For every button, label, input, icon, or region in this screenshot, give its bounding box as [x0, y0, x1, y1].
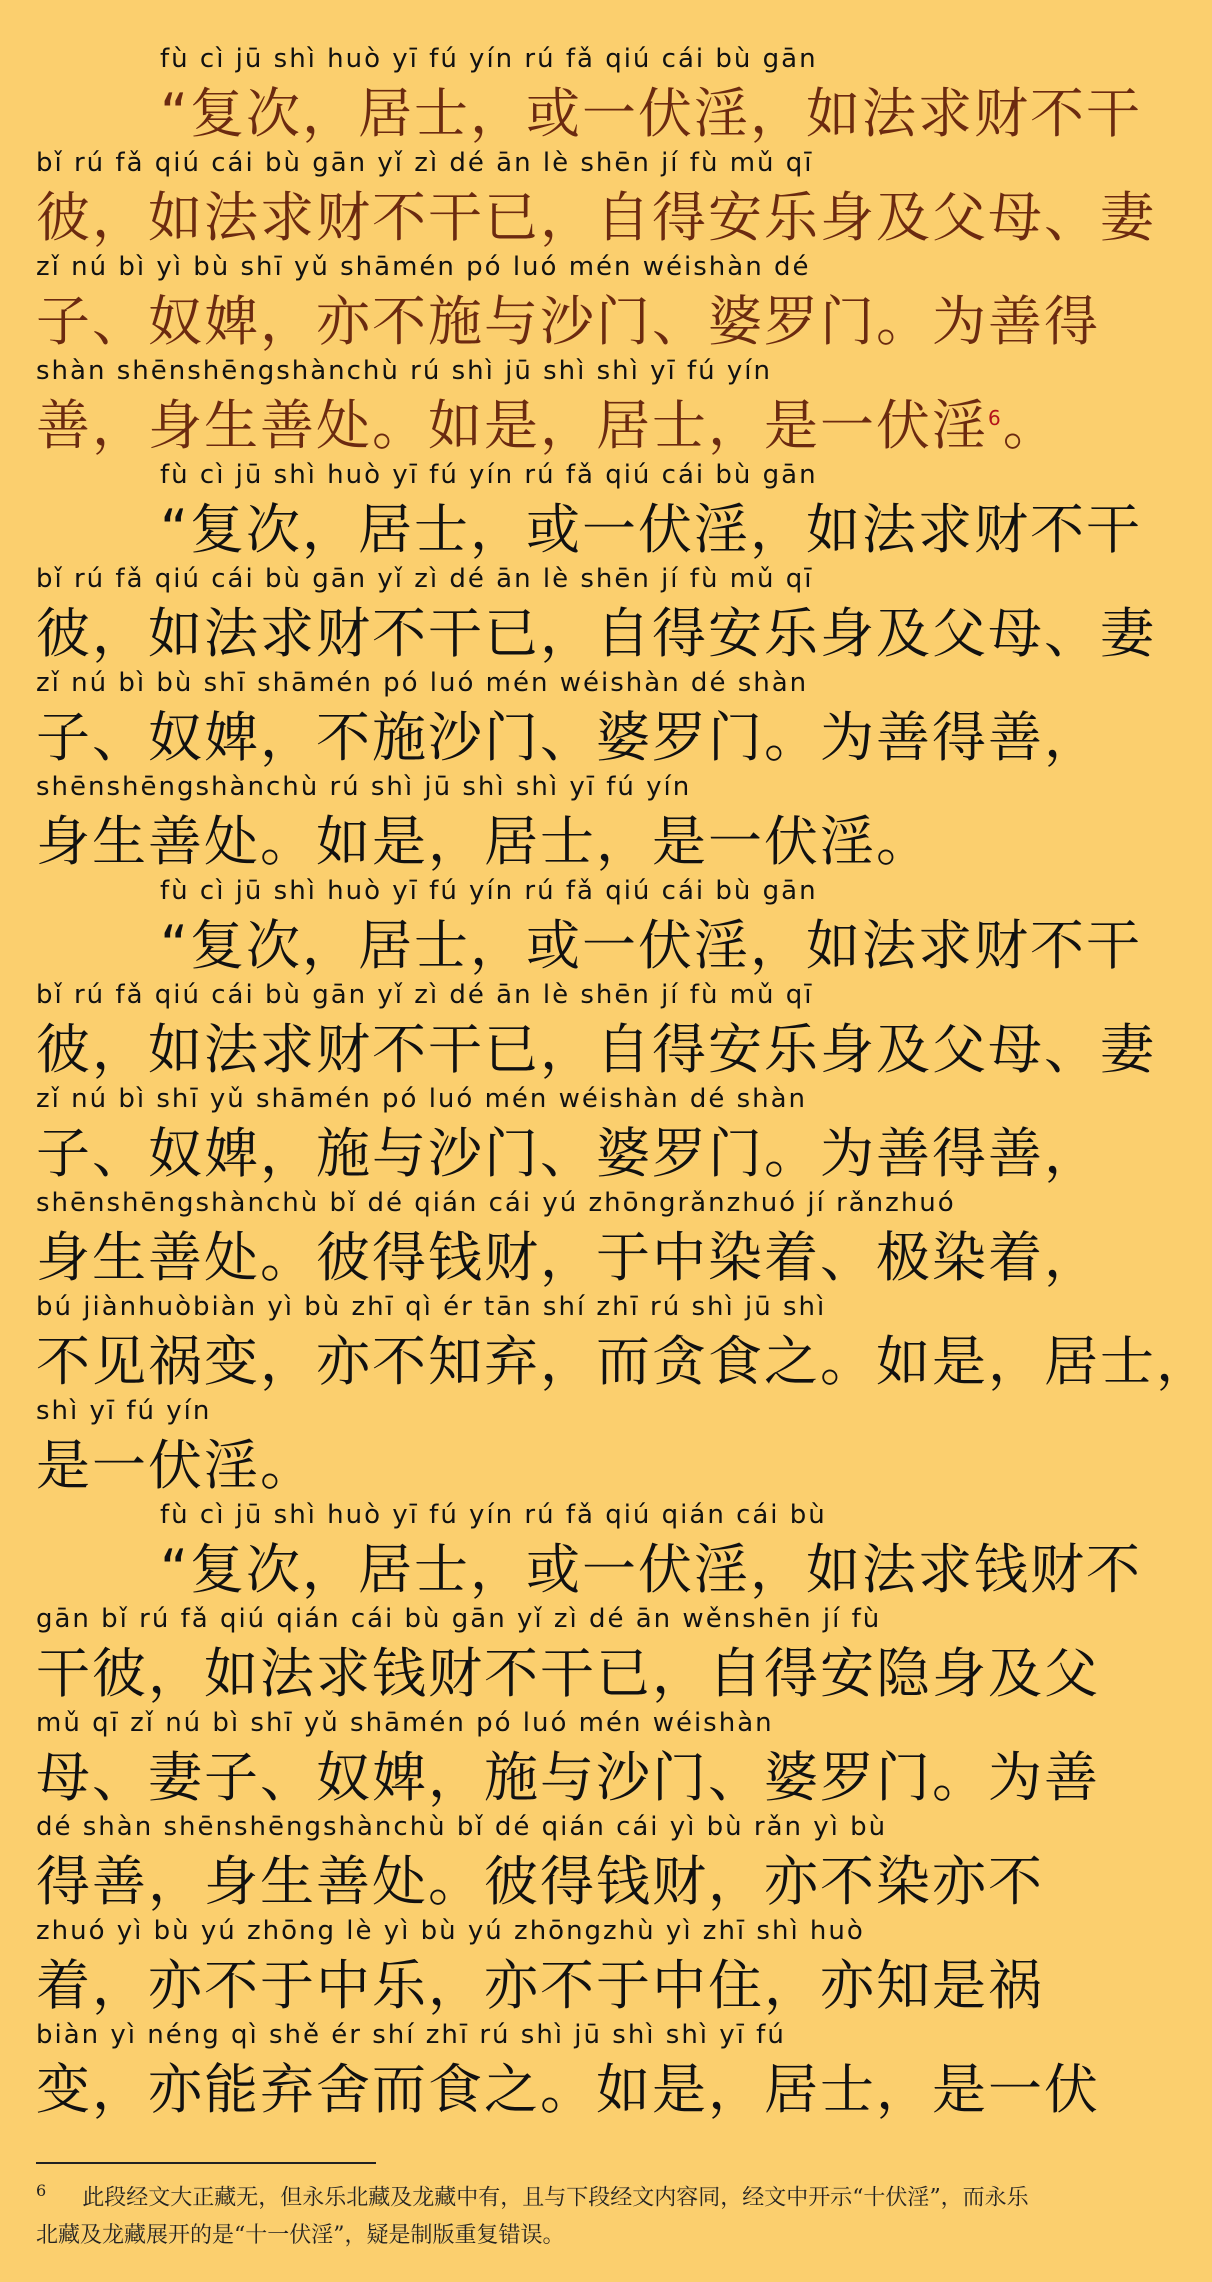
chinese-text: 善，身生善处。如是，居士，是一伏淫: [36, 394, 988, 457]
chinese-text: 母、妻子、奴婢，施与沙门、婆罗门。为善: [36, 1746, 1100, 1809]
text-line: [0, 564, 1156, 668]
pinyin-line: shàn shēnshēngshànchù rú shì jū shì shì yī fú yín: [36, 356, 772, 386]
chinese-line: [0, 1538, 1142, 1601]
chinese-line: [0, 706, 1100, 769]
trailing-punctuation: 。: [1002, 394, 1059, 457]
chinese-text: 身生善处。彼得钱财，于中染着、极染着，: [36, 1226, 1100, 1289]
chinese-line: [0, 1330, 1212, 1393]
pinyin-line: bǐ rú fǎ qiú cái bù gān yǐ zì dé ān lè shēn jí fù mǔ qī: [36, 980, 814, 1010]
chinese-line: [0, 1122, 1100, 1185]
chinese-line: [0, 1746, 1100, 1809]
footnote-rule: [36, 2162, 376, 2164]
text-line: [0, 980, 1156, 1084]
pinyin-line: bú jiànhuòbiàn yì bù zhī qì ér tān shí zhī rú shì jū shì: [36, 1292, 827, 1322]
pinyin-line: fù cì jū shì huò yī fú yín rú fǎ qiú qián cái bù: [160, 1500, 827, 1530]
chinese-text: 身生善处。如是，居士，是一伏淫。: [36, 810, 932, 873]
text-line: [0, 1084, 1100, 1188]
chinese-text: 彼，如法求财不干已，自得安乐身及父母、妻: [36, 1018, 1156, 1081]
pinyin-line: zǐ nú bì bù shī shāmén pó luó mén wéishàn dé shàn: [36, 668, 809, 698]
chinese-text: 干彼，如法求钱财不干已，自得安隐身及父: [36, 1642, 1100, 1705]
text-line: [0, 1604, 1100, 1708]
chinese-text: 不见祸变，亦不知弃，而贪食之。如是，居士，: [36, 1330, 1212, 1393]
chinese-text: 子、奴婢，亦不施与沙门、婆罗门。为善得: [36, 290, 1100, 353]
chinese-line: [0, 1018, 1156, 1081]
text-line: [0, 1396, 1080, 1500]
pinyin-line: zǐ nú bì shī yǔ shāmén pó luó mén wéishàn dé shàn: [36, 1084, 808, 1114]
chinese-text: “复次，居士，或一伏淫，如法求钱财不: [160, 1538, 1142, 1601]
chinese-line: [0, 186, 1156, 249]
text-line: [0, 356, 1080, 460]
chinese-line: [0, 1852, 1080, 1912]
chinese-line: [0, 602, 1156, 665]
text-line: [0, 668, 1100, 772]
footnote-reference[interactable]: 6: [988, 406, 1003, 430]
pinyin-line: zhuó yì bù yú zhōng lè yì bù yú zhōngzhù yì zhī shì huò: [36, 1916, 865, 1946]
text-line: [0, 1812, 1080, 1916]
pinyin-line: shēnshēngshànchù rú shì jū shì shì yī fú yín: [36, 772, 692, 802]
text-line: [0, 1188, 1100, 1292]
chinese-text: “复次，居士，或一伏淫，如法求财不干: [160, 82, 1142, 145]
text-line: [0, 148, 1156, 252]
pinyin-line: mǔ qī zǐ nú bì shī yǔ shāmén pó luó mén wéishàn: [36, 1708, 774, 1738]
chinese-line: [0, 1226, 1100, 1289]
text-line: [0, 1500, 1142, 1604]
chinese-text: 彼，如法求财不干已，自得安乐身及父母、妻: [36, 602, 1156, 665]
pinyin-line: shēnshēngshànchù bǐ dé qián cái yú zhōngrǎnzhuó jí rǎnzhuó: [36, 1188, 956, 1218]
chinese-text: 是一伏淫。: [36, 1434, 316, 1497]
text-line: [0, 252, 1100, 356]
text-line: [0, 460, 1142, 564]
footnote: [36, 2172, 1040, 2255]
chinese-line: [0, 2058, 1100, 2121]
chinese-text: 得善，身生善处。彼得钱财，亦不染亦不: [36, 1850, 1044, 1913]
text-line: [0, 1916, 1080, 2020]
chinese-line: [0, 290, 1100, 353]
text-line: [0, 1292, 1212, 1396]
text-line: [0, 44, 1142, 148]
chinese-line: [0, 1956, 1080, 2016]
pinyin-line: bǐ rú fǎ qiú cái bù gān yǐ zì dé ān lè shēn jí fù mǔ qī: [36, 148, 814, 178]
chinese-line: [0, 914, 1142, 977]
pinyin-line: fù cì jū shì huò yī fú yín rú fǎ qiú cái bù gān: [160, 460, 818, 490]
chinese-text: “复次，居士，或一伏淫，如法求财不干: [160, 498, 1142, 561]
footnote-text: 此段经文大正藏无，但永乐北藏及龙藏中有，且与下段经文内容同，经文中开示“十伏淫”，而永乐北藏及龙藏展开的是“十一伏淫”，疑是制版重复错误。: [36, 2185, 1029, 2249]
pinyin-line: biàn yì néng qì shě ér shí zhī rú shì jū shì shì yī fú: [36, 2020, 786, 2050]
pinyin-line: gān bǐ rú fǎ qiú qián cái bù gān yǐ zì dé ān wěnshēn jí fù: [36, 1604, 882, 1634]
pinyin-line: fù cì jū shì huò yī fú yín rú fǎ qiú cái bù gān: [160, 44, 818, 74]
chinese-text: 彼，如法求财不干已，自得安乐身及父母、妻: [36, 186, 1156, 249]
pinyin-line: shì yī fú yín: [36, 1396, 212, 1426]
chinese-text: 子、奴婢，不施沙门、婆罗门。为善得善，: [36, 706, 1100, 769]
chinese-line: [0, 812, 1080, 872]
chinese-line: [0, 1436, 1080, 1496]
chinese-text: 着，亦不于中乐，亦不于中住，亦知是祸: [36, 1954, 1044, 2017]
chinese-line: [0, 82, 1142, 145]
pinyin-line: dé shàn shēnshēngshànchù bǐ dé qián cái yì bù rǎn yì bù: [36, 1812, 888, 1842]
text-line: [0, 2020, 1100, 2124]
chinese-text: 变，亦能弃舍而食之。如是，居士，是一伏: [36, 2058, 1100, 2121]
text-line: [0, 876, 1142, 980]
pinyin-line: bǐ rú fǎ qiú cái bù gān yǐ zì dé ān lè shēn jí fù mǔ qī: [36, 564, 814, 594]
chinese-line: [0, 498, 1142, 561]
chinese-line: [0, 1642, 1100, 1705]
pinyin-line: zǐ nú bì yì bù shī yǔ shāmén pó luó mén wéishàn dé: [36, 252, 811, 282]
chinese-text: 子、奴婢，施与沙门、婆罗门。为善得善，: [36, 1122, 1100, 1185]
text-line: [0, 1708, 1100, 1812]
chinese-text: “复次，居士，或一伏淫，如法求财不干: [160, 914, 1142, 977]
text-line: [0, 772, 1080, 876]
footnote-number: 6: [36, 2181, 47, 2200]
pinyin-line: fù cì jū shì huò yī fú yín rú fǎ qiú cái bù gān: [160, 876, 818, 906]
chinese-line: [0, 396, 1080, 456]
